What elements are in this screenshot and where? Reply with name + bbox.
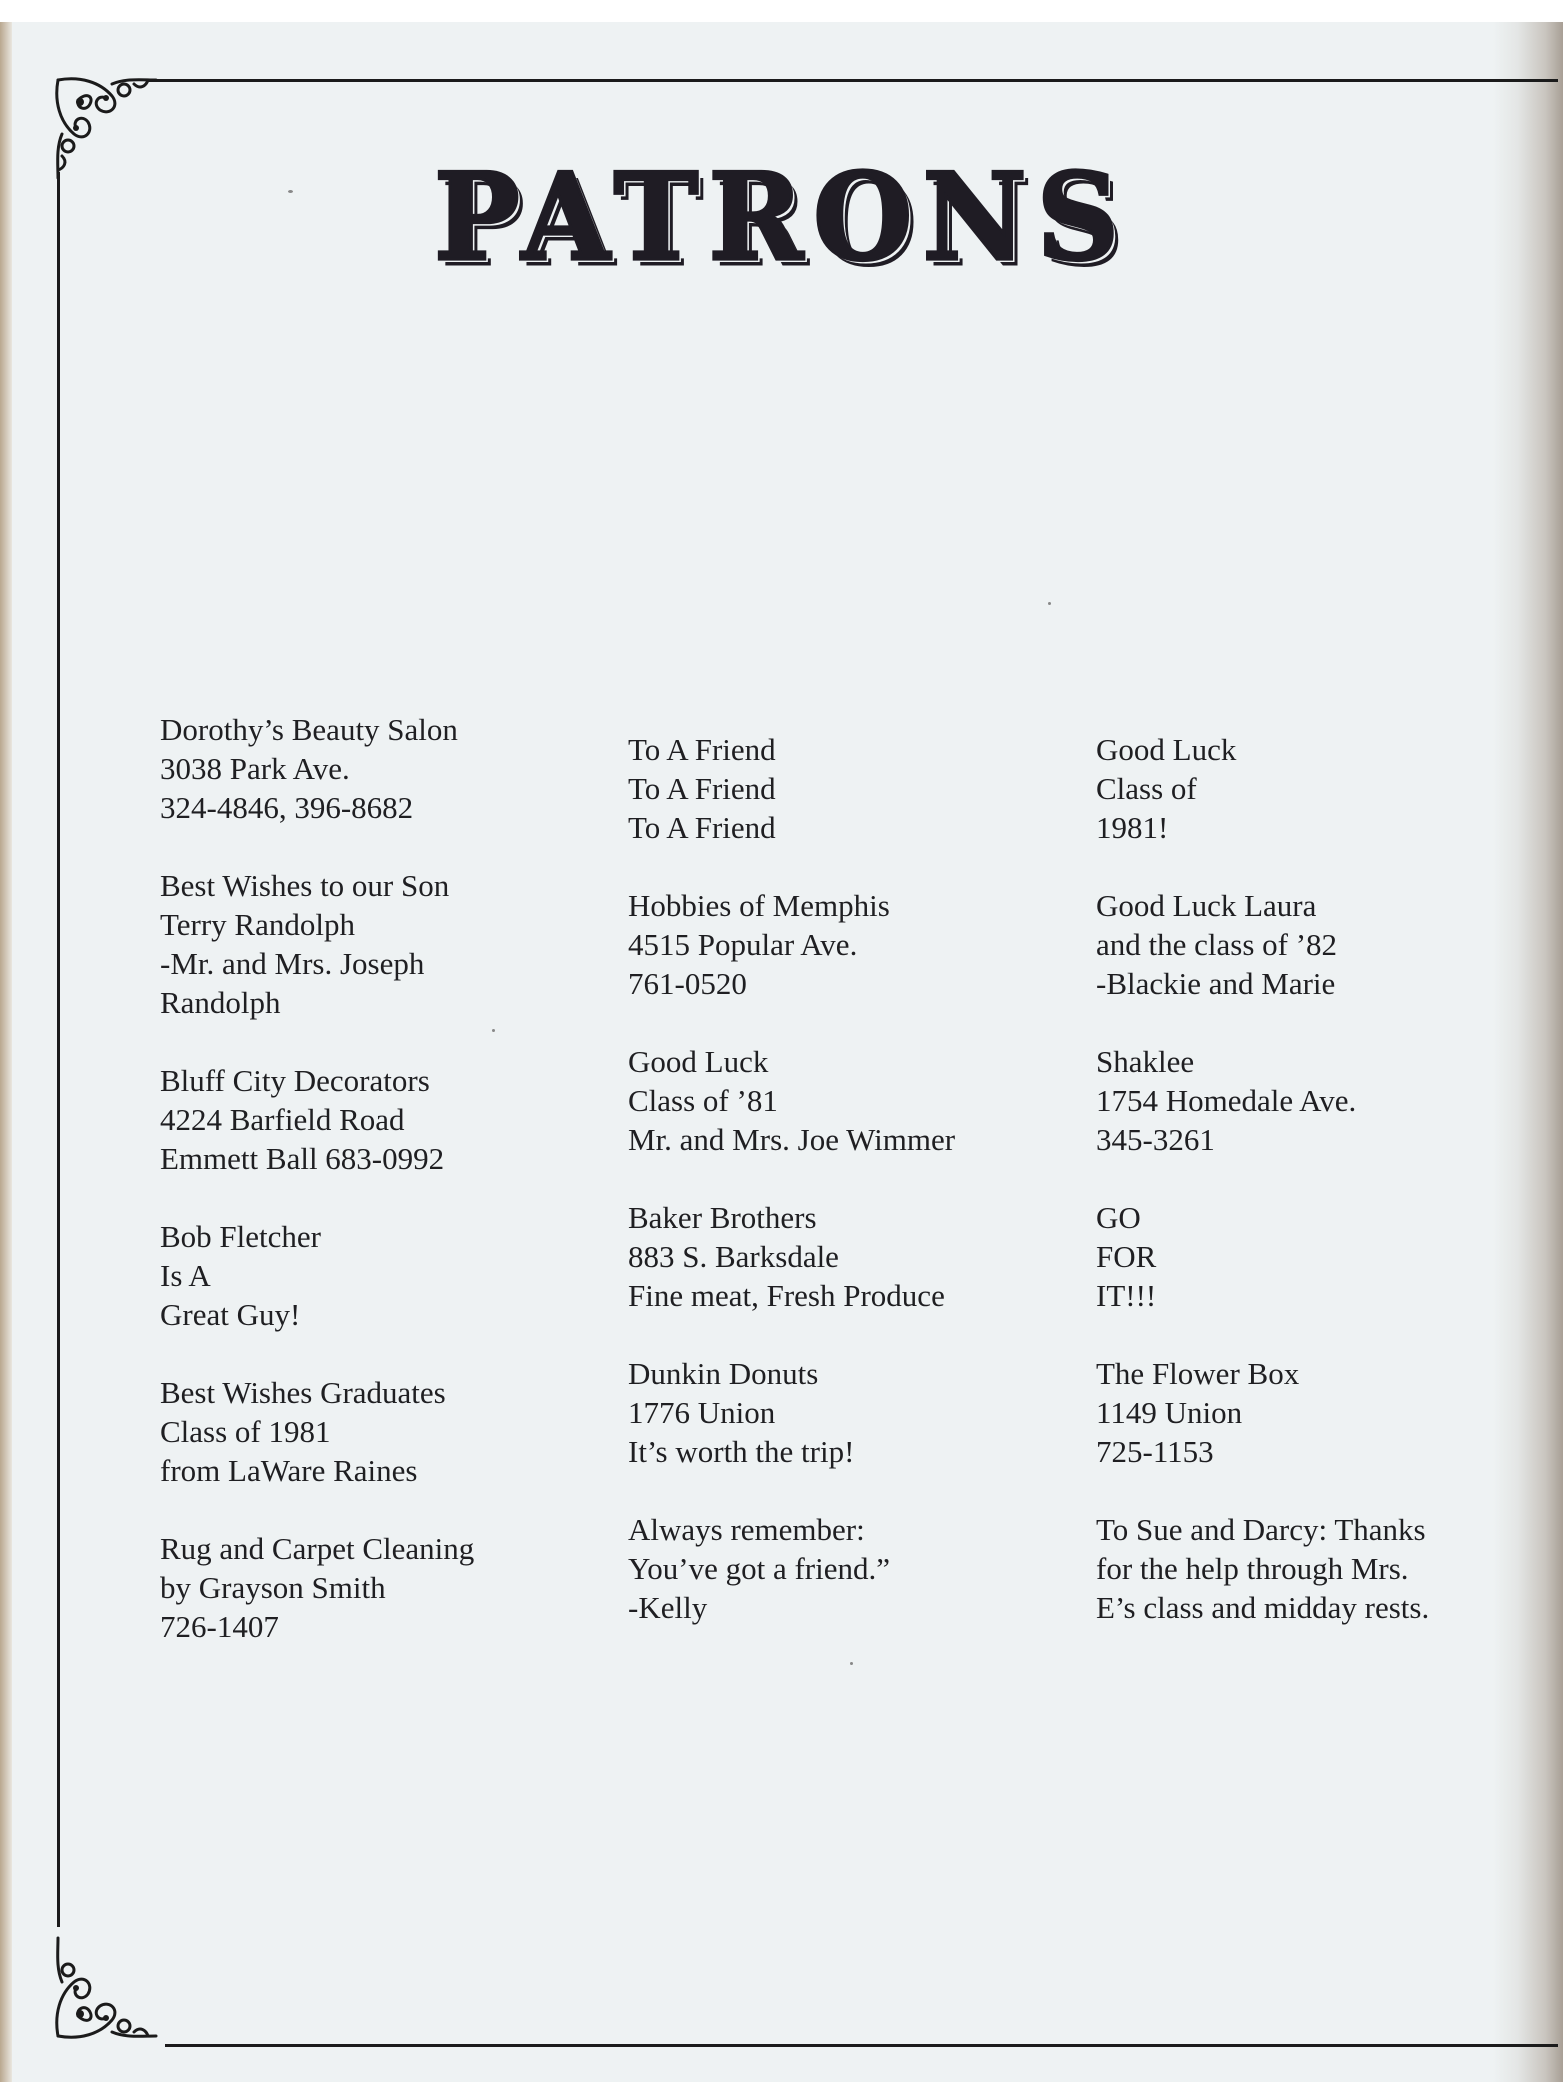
patron-entry-line: and the class of ’82 [1096,927,1338,962]
patrons-column-1 [160,710,580,1685]
patrons-column-3 [1096,730,1516,1666]
patron-entry [1096,886,1516,1003]
patron-entry-line: Mr. and Mrs. Joe Wimmer [628,1122,956,1157]
frame-bottom-rule [165,2044,1558,2047]
patron-entry-line: Best Wishes to our Son [160,868,450,903]
patron-entry-line: 761-0520 [628,966,747,1001]
patron-entry [160,866,580,1022]
patron-entry-line: To Sue and Darcy: Thanks [1096,1512,1426,1547]
patron-entry [628,730,1048,847]
frame-left-rule [57,172,60,1927]
patron-entry-line: FOR [1096,1239,1157,1274]
patron-entry-line: To A Friend [628,732,776,767]
patron-entry-line: Randolph [160,985,281,1020]
patron-entry [160,1217,580,1334]
patron-entry [160,710,580,827]
patron-entry-line: 4224 Barfield Road [160,1102,405,1137]
patron-entry-line: 1776 Union [628,1395,776,1430]
page-left-edge [0,22,12,2082]
patron-entry [628,1510,1048,1627]
patron-entry [1096,1042,1516,1159]
patron-entry [1096,1198,1516,1315]
patron-entry-line: 3038 Park Ave. [160,751,350,786]
patron-entry [1096,1354,1516,1471]
patron-entry-line: Is A [160,1258,211,1293]
patron-entry [628,886,1048,1003]
patron-entry-line: Dorothy’s Beauty Salon [160,712,458,747]
patron-entry-line: 726-1407 [160,1609,279,1644]
patron-entry-line: Dunkin Donuts [628,1356,819,1391]
print-speck [492,1029,495,1032]
patron-entry-line: Hobbies of Memphis [628,888,890,923]
patron-entry-line: Good Luck [628,1044,769,1079]
patron-entry-line: 883 S. Barksdale [628,1239,839,1274]
patron-entry-line: Class of ’81 [628,1083,778,1118]
patron-entry-line: Fine meat, Fresh Produce [628,1278,945,1313]
patron-entry-line: 1754 Homedale Ave. [1096,1083,1357,1118]
page-title: PATRONS [433,146,1130,288]
yearbook-page [0,22,1563,2082]
patron-entry [628,1198,1048,1315]
patron-entry [160,1373,580,1490]
patron-entry-line: -Mr. and Mrs. Joseph [160,946,425,981]
patron-entry-line: GO [1096,1200,1141,1235]
patron-entry-line: Always remember: [628,1512,865,1547]
patron-entry-line: 4515 Popular Ave. [628,927,858,962]
patron-entry [1096,730,1516,847]
print-speck [1048,602,1051,605]
patron-entry [628,1354,1048,1471]
patron-entry-line: IT!!! [1096,1278,1157,1313]
patron-entry-line: Shaklee [1096,1044,1195,1079]
patron-entry-line: Good Luck Laura [1096,888,1317,923]
patron-entry-line: Emmett Ball 683-0992 [160,1141,445,1176]
patron-entry [1096,1510,1516,1627]
patron-entry-line: from LaWare Raines [160,1453,418,1488]
frame-top-rule [148,79,1558,82]
patron-entry-line: Baker Brothers [628,1200,817,1235]
patron-entry-line: 1981! [1096,810,1169,845]
ornate-flourish-icon [50,1934,162,2044]
patron-entry [628,1042,1048,1159]
patron-entry-line: It’s worth the trip! [628,1434,855,1469]
patron-entry-line: 324-4846, 396-8682 [160,790,414,825]
patron-entry-line: You’ve got a friend.” [628,1551,891,1586]
patron-entry-line: Good Luck [1096,732,1237,767]
patron-entry-line: -Blackie and Marie [1096,966,1336,1001]
print-speck [288,190,293,193]
patron-entry-line: 1149 Union [1096,1395,1243,1430]
patron-entry-line: 725-1153 [1096,1434,1214,1469]
patron-entry-line: To A Friend [628,810,776,845]
patron-entry-line: -Kelly [628,1590,708,1625]
patron-entry-line: E’s class and midday rests. [1096,1590,1430,1625]
patron-entry-line: The Flower Box [1096,1356,1300,1391]
patron-entry-line: To A Friend [628,771,776,806]
patron-entry-line: Bluff City Decorators [160,1063,430,1098]
patron-entry [160,1529,580,1646]
print-speck [850,1662,853,1665]
patron-entry [160,1061,580,1178]
patron-entry-line: Best Wishes Graduates [160,1375,446,1410]
patron-entry-line: 345-3261 [1096,1122,1215,1157]
patron-entry-line: Class of [1096,771,1197,806]
patron-entry-line: Terry Randolph [160,907,355,942]
patron-entry-line: Great Guy! [160,1297,301,1332]
patron-entry-line: Rug and Carpet Cleaning [160,1531,475,1566]
patron-entry-line: Bob Fletcher [160,1219,321,1254]
patron-entry-line: by Grayson Smith [160,1570,386,1605]
patrons-column-2 [628,730,1048,1666]
patron-entry-line: Class of 1981 [160,1414,331,1449]
patron-entry-line: for the help through Mrs. [1096,1551,1409,1586]
